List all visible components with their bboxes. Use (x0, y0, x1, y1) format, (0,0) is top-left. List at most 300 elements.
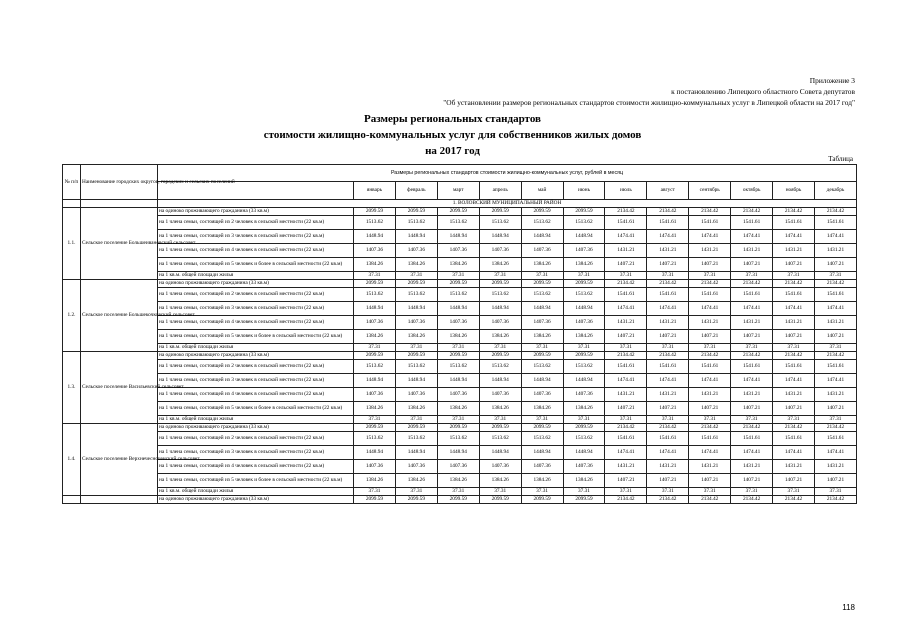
settlement-name: Сельское поселение Васильевский сельсовет (81, 352, 158, 424)
value-cell: 1541.61 (647, 432, 689, 446)
category-label: на 1 члена семьи, состоящей из 4 человек в сельской местности (22 кв.м) (158, 244, 354, 258)
value-cell: 2134.42 (647, 352, 689, 360)
value-cell: 1474.41 (647, 446, 689, 460)
value-cell: 1541.61 (647, 216, 689, 230)
value-cell: 2134.42 (814, 280, 856, 288)
settlement-name: Сельское поселение Верхнечесноченский сельсовет (81, 424, 158, 496)
value-cell: 1448.94 (354, 446, 396, 460)
value-cell: 1541.61 (814, 288, 856, 302)
value-cell: 2134.42 (689, 280, 731, 288)
column-header-main: Размеры региональных стандартов стоимости жилищно-коммунальных услуг, рублей в месяц (158, 165, 857, 182)
value-cell: 1384.26 (354, 474, 396, 488)
table-row (63, 272, 857, 280)
value-cell: 1474.41 (605, 230, 647, 244)
value-cell: 2099.59 (521, 280, 563, 288)
value-cell: 37.31 (773, 272, 815, 280)
value-cell: 2134.42 (647, 280, 689, 288)
value-cell: 1407.36 (354, 460, 396, 474)
month-header: сентябрь (689, 182, 731, 200)
value-cell: 1384.26 (395, 258, 437, 272)
table-row (63, 216, 857, 230)
value-cell: 2134.42 (731, 208, 773, 216)
value-cell: 1474.41 (814, 374, 856, 388)
value-cell: 1541.61 (605, 216, 647, 230)
month-header: декабрь (814, 182, 856, 200)
value-cell: 1513.62 (354, 288, 396, 302)
category-label: на 1 кв.м. общей площади жилья (158, 344, 354, 352)
value-cell: 1513.62 (437, 216, 479, 230)
value-cell: 37.31 (354, 416, 396, 424)
value-cell: 1431.21 (814, 388, 856, 402)
value-cell: 1513.62 (479, 360, 521, 374)
value-cell: 1513.62 (437, 288, 479, 302)
value-cell: 1474.41 (605, 374, 647, 388)
value-cell: 37.31 (395, 416, 437, 424)
value-cell: 1448.94 (437, 230, 479, 244)
value-cell: 1541.61 (689, 360, 731, 374)
value-cell: 1384.26 (437, 402, 479, 416)
value-cell: 1384.26 (395, 330, 437, 344)
value-cell: 37.31 (437, 488, 479, 496)
value-cell: 1384.26 (354, 402, 396, 416)
value-cell: 1407.36 (563, 388, 605, 402)
value-cell: 37.31 (521, 272, 563, 280)
value-cell: 1474.41 (731, 446, 773, 460)
value-cell: 1448.94 (521, 230, 563, 244)
value-cell: 1448.94 (395, 374, 437, 388)
value-cell: 1407.36 (354, 316, 396, 330)
value-cell: 37.31 (731, 272, 773, 280)
value-cell: 2099.59 (479, 352, 521, 360)
value-cell: 1474.41 (647, 302, 689, 316)
value-cell: 1407.21 (647, 258, 689, 272)
value-cell: 37.31 (731, 488, 773, 496)
value-cell: 1448.94 (437, 302, 479, 316)
value-cell: 1474.41 (605, 446, 647, 460)
value-cell: 1407.36 (479, 316, 521, 330)
value-cell: 1407.21 (605, 330, 647, 344)
month-header: февраль (395, 182, 437, 200)
value-cell: 37.31 (689, 272, 731, 280)
value-cell: 1407.36 (479, 244, 521, 258)
value-cell: 1541.61 (814, 216, 856, 230)
value-cell: 1431.21 (773, 316, 815, 330)
value-cell: 2099.59 (437, 352, 479, 360)
value-cell: 1448.94 (563, 230, 605, 244)
value-cell: 1448.94 (395, 302, 437, 316)
district-blank (63, 200, 81, 208)
value-cell: 1384.26 (479, 258, 521, 272)
value-cell: 2134.42 (605, 280, 647, 288)
value-cell: 37.31 (647, 344, 689, 352)
value-cell: 37.31 (563, 488, 605, 496)
value-cell: 1431.21 (814, 244, 856, 258)
value-cell: 1407.36 (437, 460, 479, 474)
value-cell: 2134.42 (773, 496, 815, 504)
value-cell: 1384.26 (437, 474, 479, 488)
value-cell: 1448.94 (354, 230, 396, 244)
value-cell: 1541.61 (814, 360, 856, 374)
category-label: на 1 члена семьи, состоящей из 2 человек в сельской местности (22 кв.м) (158, 360, 354, 374)
appendix-line-2: к постановлению Липецкого областного Совета депутатов (671, 87, 855, 96)
value-cell: 1407.21 (773, 330, 815, 344)
category-label: на одиноко проживающего гражданина (33 кв.м) (158, 424, 354, 432)
value-cell: 2134.42 (689, 352, 731, 360)
value-cell: 37.31 (479, 416, 521, 424)
value-cell: 37.31 (773, 344, 815, 352)
value-cell: 2099.59 (395, 208, 437, 216)
value-cell: 1407.21 (731, 330, 773, 344)
value-cell: 37.31 (647, 416, 689, 424)
value-cell: 37.31 (814, 488, 856, 496)
value-cell: 1541.61 (731, 288, 773, 302)
value-cell: 1407.36 (521, 460, 563, 474)
value-cell: 1513.62 (521, 360, 563, 374)
value-cell: 1513.62 (395, 432, 437, 446)
page-number: 118 (842, 603, 855, 612)
value-cell: 1541.61 (689, 432, 731, 446)
value-cell: 1384.26 (354, 330, 396, 344)
settlement-number: 1.3. (63, 352, 81, 424)
appendix-line-1: Приложение 3 (809, 76, 855, 85)
value-cell: 2099.59 (563, 208, 605, 216)
category-label: на одиноко проживающего гражданина (33 кв.м) (158, 280, 354, 288)
value-cell: 1431.21 (647, 316, 689, 330)
value-cell: 1384.26 (521, 330, 563, 344)
value-cell: 1474.41 (773, 446, 815, 460)
value-cell: 2134.42 (731, 352, 773, 360)
value-cell: 37.31 (605, 488, 647, 496)
value-cell: 37.31 (605, 272, 647, 280)
value-cell: 1407.36 (563, 316, 605, 330)
value-cell: 1474.41 (689, 302, 731, 316)
value-cell: 2099.59 (437, 280, 479, 288)
value-cell: 1513.62 (521, 288, 563, 302)
value-cell: 37.31 (395, 272, 437, 280)
value-cell: 1384.26 (395, 402, 437, 416)
value-cell: 1407.21 (814, 258, 856, 272)
value-cell: 2134.42 (647, 496, 689, 504)
value-cell: 2099.59 (479, 496, 521, 504)
value-cell: 2134.42 (647, 208, 689, 216)
value-cell: 37.31 (395, 488, 437, 496)
value-cell: 2134.42 (814, 424, 856, 432)
value-cell: 37.31 (773, 416, 815, 424)
value-cell: 1513.62 (395, 360, 437, 374)
value-cell: 1431.21 (731, 244, 773, 258)
value-cell: 2099.59 (521, 352, 563, 360)
value-cell: 37.31 (521, 416, 563, 424)
value-cell: 2099.59 (563, 424, 605, 432)
category-label: на одиноко проживающего гражданина (33 кв.м) (158, 496, 354, 504)
value-cell: 1448.94 (479, 302, 521, 316)
value-cell: 37.31 (814, 272, 856, 280)
value-cell: 37.31 (647, 272, 689, 280)
value-cell: 1407.36 (437, 316, 479, 330)
value-cell: 1407.21 (605, 258, 647, 272)
value-cell: 37.31 (814, 416, 856, 424)
value-cell: 37.31 (814, 344, 856, 352)
value-cell: 1407.21 (689, 402, 731, 416)
value-cell: 1448.94 (563, 446, 605, 460)
category-label: на 1 члена семьи, состоящей из 3 человек в сельской местности (22 кв.м) (158, 446, 354, 460)
settlement-name: Сельское поселение Большекочковский сельсовет (81, 280, 158, 352)
value-cell: 1407.21 (689, 330, 731, 344)
value-cell: 37.31 (354, 344, 396, 352)
table-label: Таблица (828, 155, 853, 163)
value-cell: 1474.41 (689, 374, 731, 388)
value-cell: 1407.21 (647, 474, 689, 488)
value-cell: 1474.41 (647, 374, 689, 388)
value-cell: 1541.61 (605, 360, 647, 374)
category-label: на 1 члена семьи, состоящей из 5 человек и более в сельской местности (22 кв.м) (158, 258, 354, 272)
value-cell: 2134.42 (689, 208, 731, 216)
value-cell: 1474.41 (689, 446, 731, 460)
value-cell: 37.31 (605, 344, 647, 352)
value-cell: 1384.26 (354, 258, 396, 272)
value-cell: 1431.21 (814, 460, 856, 474)
settlement-number: 1.2. (63, 280, 81, 352)
value-cell: 1541.61 (773, 288, 815, 302)
value-cell: 1384.26 (563, 258, 605, 272)
value-cell: 1474.41 (731, 230, 773, 244)
value-cell: 1407.36 (354, 388, 396, 402)
value-cell: 1448.94 (354, 374, 396, 388)
value-cell: 2134.42 (731, 496, 773, 504)
value-cell: 1407.21 (814, 474, 856, 488)
value-cell: 1431.21 (605, 388, 647, 402)
table-row (63, 496, 857, 504)
value-cell: 2134.42 (605, 424, 647, 432)
value-cell: 1384.26 (479, 474, 521, 488)
value-cell: 1407.36 (521, 388, 563, 402)
value-cell: 1407.36 (479, 460, 521, 474)
value-cell: 2134.42 (773, 280, 815, 288)
value-cell: 1384.26 (563, 474, 605, 488)
value-cell: 1407.21 (689, 474, 731, 488)
table-row (63, 474, 857, 488)
value-cell: 1407.36 (354, 244, 396, 258)
value-cell: 1407.21 (605, 474, 647, 488)
value-cell: 2099.59 (354, 352, 396, 360)
value-cell: 37.31 (773, 488, 815, 496)
category-label: на 1 члена семьи, состоящей из 2 человек в сельской местности (22 кв.м) (158, 432, 354, 446)
value-cell: 1431.21 (605, 460, 647, 474)
value-cell: 1474.41 (773, 374, 815, 388)
value-cell: 1513.62 (563, 432, 605, 446)
value-cell: 2134.42 (689, 424, 731, 432)
value-cell: 1384.26 (437, 258, 479, 272)
value-cell: 1431.21 (773, 244, 815, 258)
value-cell: 2099.59 (395, 352, 437, 360)
value-cell: 37.31 (354, 272, 396, 280)
settlement-number: 1.4. (63, 424, 81, 496)
value-cell: 2134.42 (814, 208, 856, 216)
value-cell: 1407.36 (395, 460, 437, 474)
value-cell: 1474.41 (605, 302, 647, 316)
value-cell: 37.31 (605, 416, 647, 424)
value-cell: 1513.62 (395, 216, 437, 230)
value-cell: 1407.36 (563, 460, 605, 474)
category-label: на 1 члена семьи, состоящей из 4 человек в сельской местности (22 кв.м) (158, 316, 354, 330)
value-cell: 1407.21 (689, 258, 731, 272)
value-cell: 37.31 (689, 488, 731, 496)
value-cell: 1474.41 (647, 230, 689, 244)
value-cell: 2134.42 (731, 424, 773, 432)
value-cell: 1513.62 (437, 360, 479, 374)
table-row (63, 416, 857, 424)
value-cell: 1474.41 (814, 302, 856, 316)
value-cell: 37.31 (479, 344, 521, 352)
value-cell: 37.31 (689, 416, 731, 424)
value-cell: 1513.62 (354, 360, 396, 374)
category-label: на 1 кв.м. общей площади жилья (158, 488, 354, 496)
value-cell: 1407.21 (814, 402, 856, 416)
standards-table (62, 164, 857, 504)
value-cell: 1541.61 (689, 288, 731, 302)
value-cell: 1541.61 (731, 216, 773, 230)
table-row (63, 330, 857, 344)
value-cell: 1407.21 (814, 330, 856, 344)
month-header: январь (354, 182, 396, 200)
month-header: июль (605, 182, 647, 200)
value-cell: 1513.62 (354, 216, 396, 230)
value-cell: 2099.59 (395, 496, 437, 504)
value-cell: 1407.36 (563, 244, 605, 258)
value-cell: 2134.42 (731, 280, 773, 288)
value-cell: 1448.94 (563, 374, 605, 388)
value-cell: 1541.61 (731, 432, 773, 446)
value-cell: 2134.42 (773, 208, 815, 216)
value-cell: 1407.21 (731, 474, 773, 488)
value-cell: 1541.61 (773, 216, 815, 230)
value-cell: 1448.94 (354, 302, 396, 316)
category-label: на 1 члена семьи, состоящей из 3 человек в сельской местности (22 кв.м) (158, 302, 354, 316)
value-cell: 2099.59 (563, 280, 605, 288)
value-cell: 1448.94 (563, 302, 605, 316)
table-row (63, 280, 857, 288)
value-cell: 1513.62 (563, 360, 605, 374)
header-row (63, 165, 857, 182)
category-label: на 1 члена семьи, состоящей из 4 человек в сельской местности (22 кв.м) (158, 460, 354, 474)
value-cell: 2099.59 (354, 208, 396, 216)
value-cell: 1407.36 (395, 388, 437, 402)
settlement-number (63, 496, 81, 504)
value-cell: 1474.41 (814, 446, 856, 460)
value-cell: 2099.59 (395, 424, 437, 432)
settlement-name (81, 496, 158, 504)
value-cell: 2134.42 (605, 496, 647, 504)
value-cell: 1513.62 (563, 216, 605, 230)
value-cell: 1384.26 (479, 402, 521, 416)
category-label: на 1 члена семьи, состоящей из 3 человек в сельской местности (22 кв.м) (158, 230, 354, 244)
value-cell: 1384.26 (479, 330, 521, 344)
value-cell: 2099.59 (354, 424, 396, 432)
column-header-name: Наименование городских округов, городских и сельских поселений (81, 165, 158, 200)
value-cell: 1431.21 (773, 460, 815, 474)
value-cell: 1407.36 (437, 244, 479, 258)
value-cell: 1541.61 (773, 432, 815, 446)
value-cell: 1431.21 (689, 460, 731, 474)
value-cell: 1407.36 (479, 388, 521, 402)
value-cell: 2134.42 (814, 496, 856, 504)
value-cell: 1407.21 (773, 258, 815, 272)
value-cell: 1448.94 (395, 446, 437, 460)
district-title: 1. ВОЛОВСКИЙ МУНИЦИПАЛЬНЫЙ РАЙОН (158, 200, 857, 208)
value-cell: 1513.62 (521, 432, 563, 446)
value-cell: 2099.59 (437, 208, 479, 216)
settlement-name: Сельское поселение Большеивановский сельсовет (81, 208, 158, 280)
category-label: на 1 члена семьи, состоящей из 5 человек и более в сельской местности (22 кв.м) (158, 402, 354, 416)
category-label: на 1 члена семьи, состоящей из 5 человек и более в сельской местности (22 кв.м) (158, 330, 354, 344)
value-cell: 1474.41 (773, 230, 815, 244)
value-cell: 1407.21 (605, 402, 647, 416)
value-cell: 1541.61 (689, 216, 731, 230)
value-cell: 1407.21 (773, 474, 815, 488)
month-header: август (647, 182, 689, 200)
value-cell: 37.31 (563, 344, 605, 352)
table-row (63, 424, 857, 432)
category-label: на 1 члена семьи, состоящей из 2 человек в сельской местности (22 кв.м) (158, 288, 354, 302)
value-cell: 2134.42 (605, 352, 647, 360)
value-cell: 1513.62 (354, 432, 396, 446)
value-cell: 1474.41 (814, 230, 856, 244)
value-cell: 1448.94 (437, 374, 479, 388)
table-row (63, 360, 857, 374)
value-cell: 37.31 (647, 488, 689, 496)
value-cell: 1448.94 (521, 374, 563, 388)
column-header-number: № п/п (63, 165, 81, 200)
value-cell: 1407.21 (647, 330, 689, 344)
value-cell: 37.31 (437, 272, 479, 280)
value-cell: 1474.41 (731, 302, 773, 316)
value-cell: 1407.36 (521, 244, 563, 258)
value-cell: 37.31 (479, 488, 521, 496)
category-label: на 1 кв.м. общей площади жилья (158, 272, 354, 280)
value-cell: 2134.42 (773, 424, 815, 432)
category-label: на 1 члена семьи, состоящей из 2 человек в сельской местности (22 кв.м) (158, 216, 354, 230)
value-cell: 2099.59 (437, 424, 479, 432)
value-cell: 1431.21 (689, 388, 731, 402)
value-cell: 1431.21 (689, 316, 731, 330)
value-cell: 37.31 (354, 488, 396, 496)
value-cell: 1407.36 (521, 316, 563, 330)
month-header: июнь (563, 182, 605, 200)
district-blank (81, 200, 158, 208)
value-cell: 37.31 (521, 344, 563, 352)
value-cell: 1448.94 (479, 446, 521, 460)
value-cell: 1448.94 (521, 446, 563, 460)
page-title-line-1: Размеры региональных стандартов (364, 113, 541, 125)
value-cell: 1474.41 (731, 374, 773, 388)
value-cell: 2099.59 (354, 280, 396, 288)
value-cell: 1448.94 (395, 230, 437, 244)
month-header: апрель (479, 182, 521, 200)
value-cell: 2134.42 (773, 352, 815, 360)
month-header: май (521, 182, 563, 200)
table-row (63, 258, 857, 272)
value-cell: 37.31 (437, 344, 479, 352)
value-cell: 2099.59 (354, 496, 396, 504)
category-label: на одиноко проживающего гражданина (33 кв.м) (158, 352, 354, 360)
value-cell: 37.31 (479, 272, 521, 280)
district-row (63, 200, 857, 208)
value-cell: 1513.62 (479, 432, 521, 446)
value-cell: 1513.62 (395, 288, 437, 302)
month-header: октябрь (731, 182, 773, 200)
value-cell: 1384.26 (563, 402, 605, 416)
value-cell: 1431.21 (605, 244, 647, 258)
